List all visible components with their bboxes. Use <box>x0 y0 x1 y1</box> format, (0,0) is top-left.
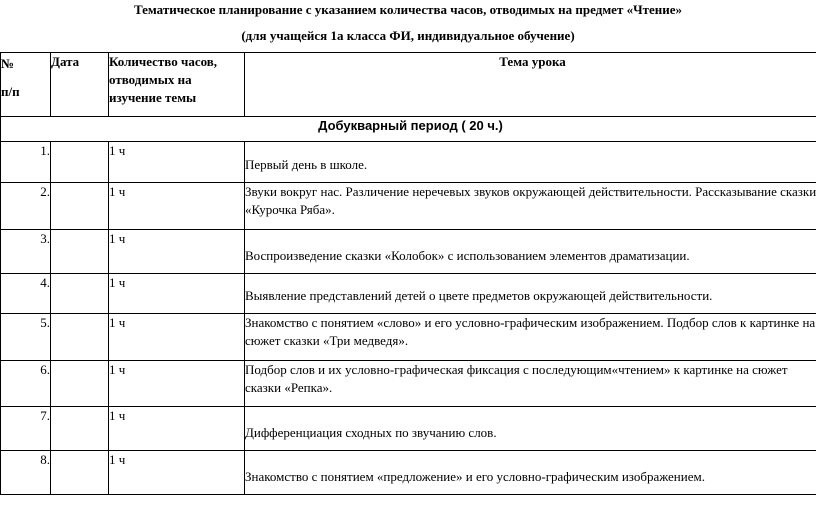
row-date <box>51 183 109 230</box>
row-topic: Знакомство с понятием «предложение» и его условно-графическим изображением. <box>245 451 816 495</box>
table-row <box>1 230 816 274</box>
period-row <box>1 117 816 142</box>
header-topic: Тема урока <box>245 53 816 117</box>
row-number: 1. <box>1 142 51 183</box>
header-date: Дата <box>51 53 109 117</box>
lesson-plan-table <box>0 52 816 495</box>
header-number-label: п/п <box>1 84 20 99</box>
table-row <box>1 451 816 495</box>
row-date <box>51 361 109 407</box>
row-date <box>51 407 109 451</box>
row-hours: 1 ч <box>109 361 245 407</box>
table-row <box>1 142 816 183</box>
row-date <box>51 451 109 495</box>
table-header-row <box>1 53 816 117</box>
row-number: 5. <box>1 314 51 361</box>
document-subtitle: (для учащейся 1а класса ФИ, индивидуальное обучение) <box>241 28 575 43</box>
table-row <box>1 183 816 230</box>
row-hours: 1 ч <box>109 451 245 495</box>
table-row <box>1 314 816 361</box>
row-date <box>51 314 109 361</box>
row-number: 2. <box>1 183 51 230</box>
row-hours: 1 ч <box>109 407 245 451</box>
header-hours-line1: Количество часов, <box>109 54 218 69</box>
row-number: 8. <box>1 451 51 495</box>
row-date <box>51 230 109 274</box>
header-hours <box>109 53 245 117</box>
row-hours: 1 ч <box>109 274 245 314</box>
row-topic: Выявление представлений детей о цвете предметов окружающей действительности. <box>245 274 816 314</box>
row-hours: 1 ч <box>109 314 245 361</box>
row-number: 7. <box>1 407 51 451</box>
row-number: 3. <box>1 230 51 274</box>
row-topic: Дифференциация сходных по звучанию слов. <box>245 407 816 451</box>
row-date <box>51 142 109 183</box>
row-topic: Подбор слов и их условно-графическая фиксация с последующим«чтением» к картинке на сюжет сказки «Репка». <box>245 361 816 407</box>
row-topic: Воспроизведение сказки «Колобок» с использованием элементов драматизации. <box>245 230 816 274</box>
document-title: Тематическое планирование с указанием количества часов, отводимых на предмет «Чтение» <box>133 2 683 17</box>
header-number <box>1 53 51 117</box>
row-topic: Знакомство с понятием «слово» и его условно-графическим изображением. Подбор слов к картинке на сюжет сказки «Три медведя». <box>245 314 816 361</box>
row-hours: 1 ч <box>109 230 245 274</box>
row-hours: 1 ч <box>109 183 245 230</box>
period-label: Добукварный период ( 20 ч.) <box>1 117 816 142</box>
row-topic: Первый день в школе. <box>245 142 816 183</box>
table-row <box>1 274 816 314</box>
table-row <box>1 407 816 451</box>
header-hours-line3: изучение темы <box>109 90 197 105</box>
row-topic: Звуки вокруг нас. Различение неречевых звуков окружающей действительности. Рассказывание сказки «Курочка Ряба». <box>245 183 816 230</box>
table-row <box>1 361 816 407</box>
header-hours-line2: отводимых на <box>109 72 192 87</box>
row-number: 6. <box>1 361 51 407</box>
row-hours: 1 ч <box>109 142 245 183</box>
row-number: 4. <box>1 274 51 314</box>
row-date <box>51 274 109 314</box>
header-number-sign: № <box>1 56 15 71</box>
